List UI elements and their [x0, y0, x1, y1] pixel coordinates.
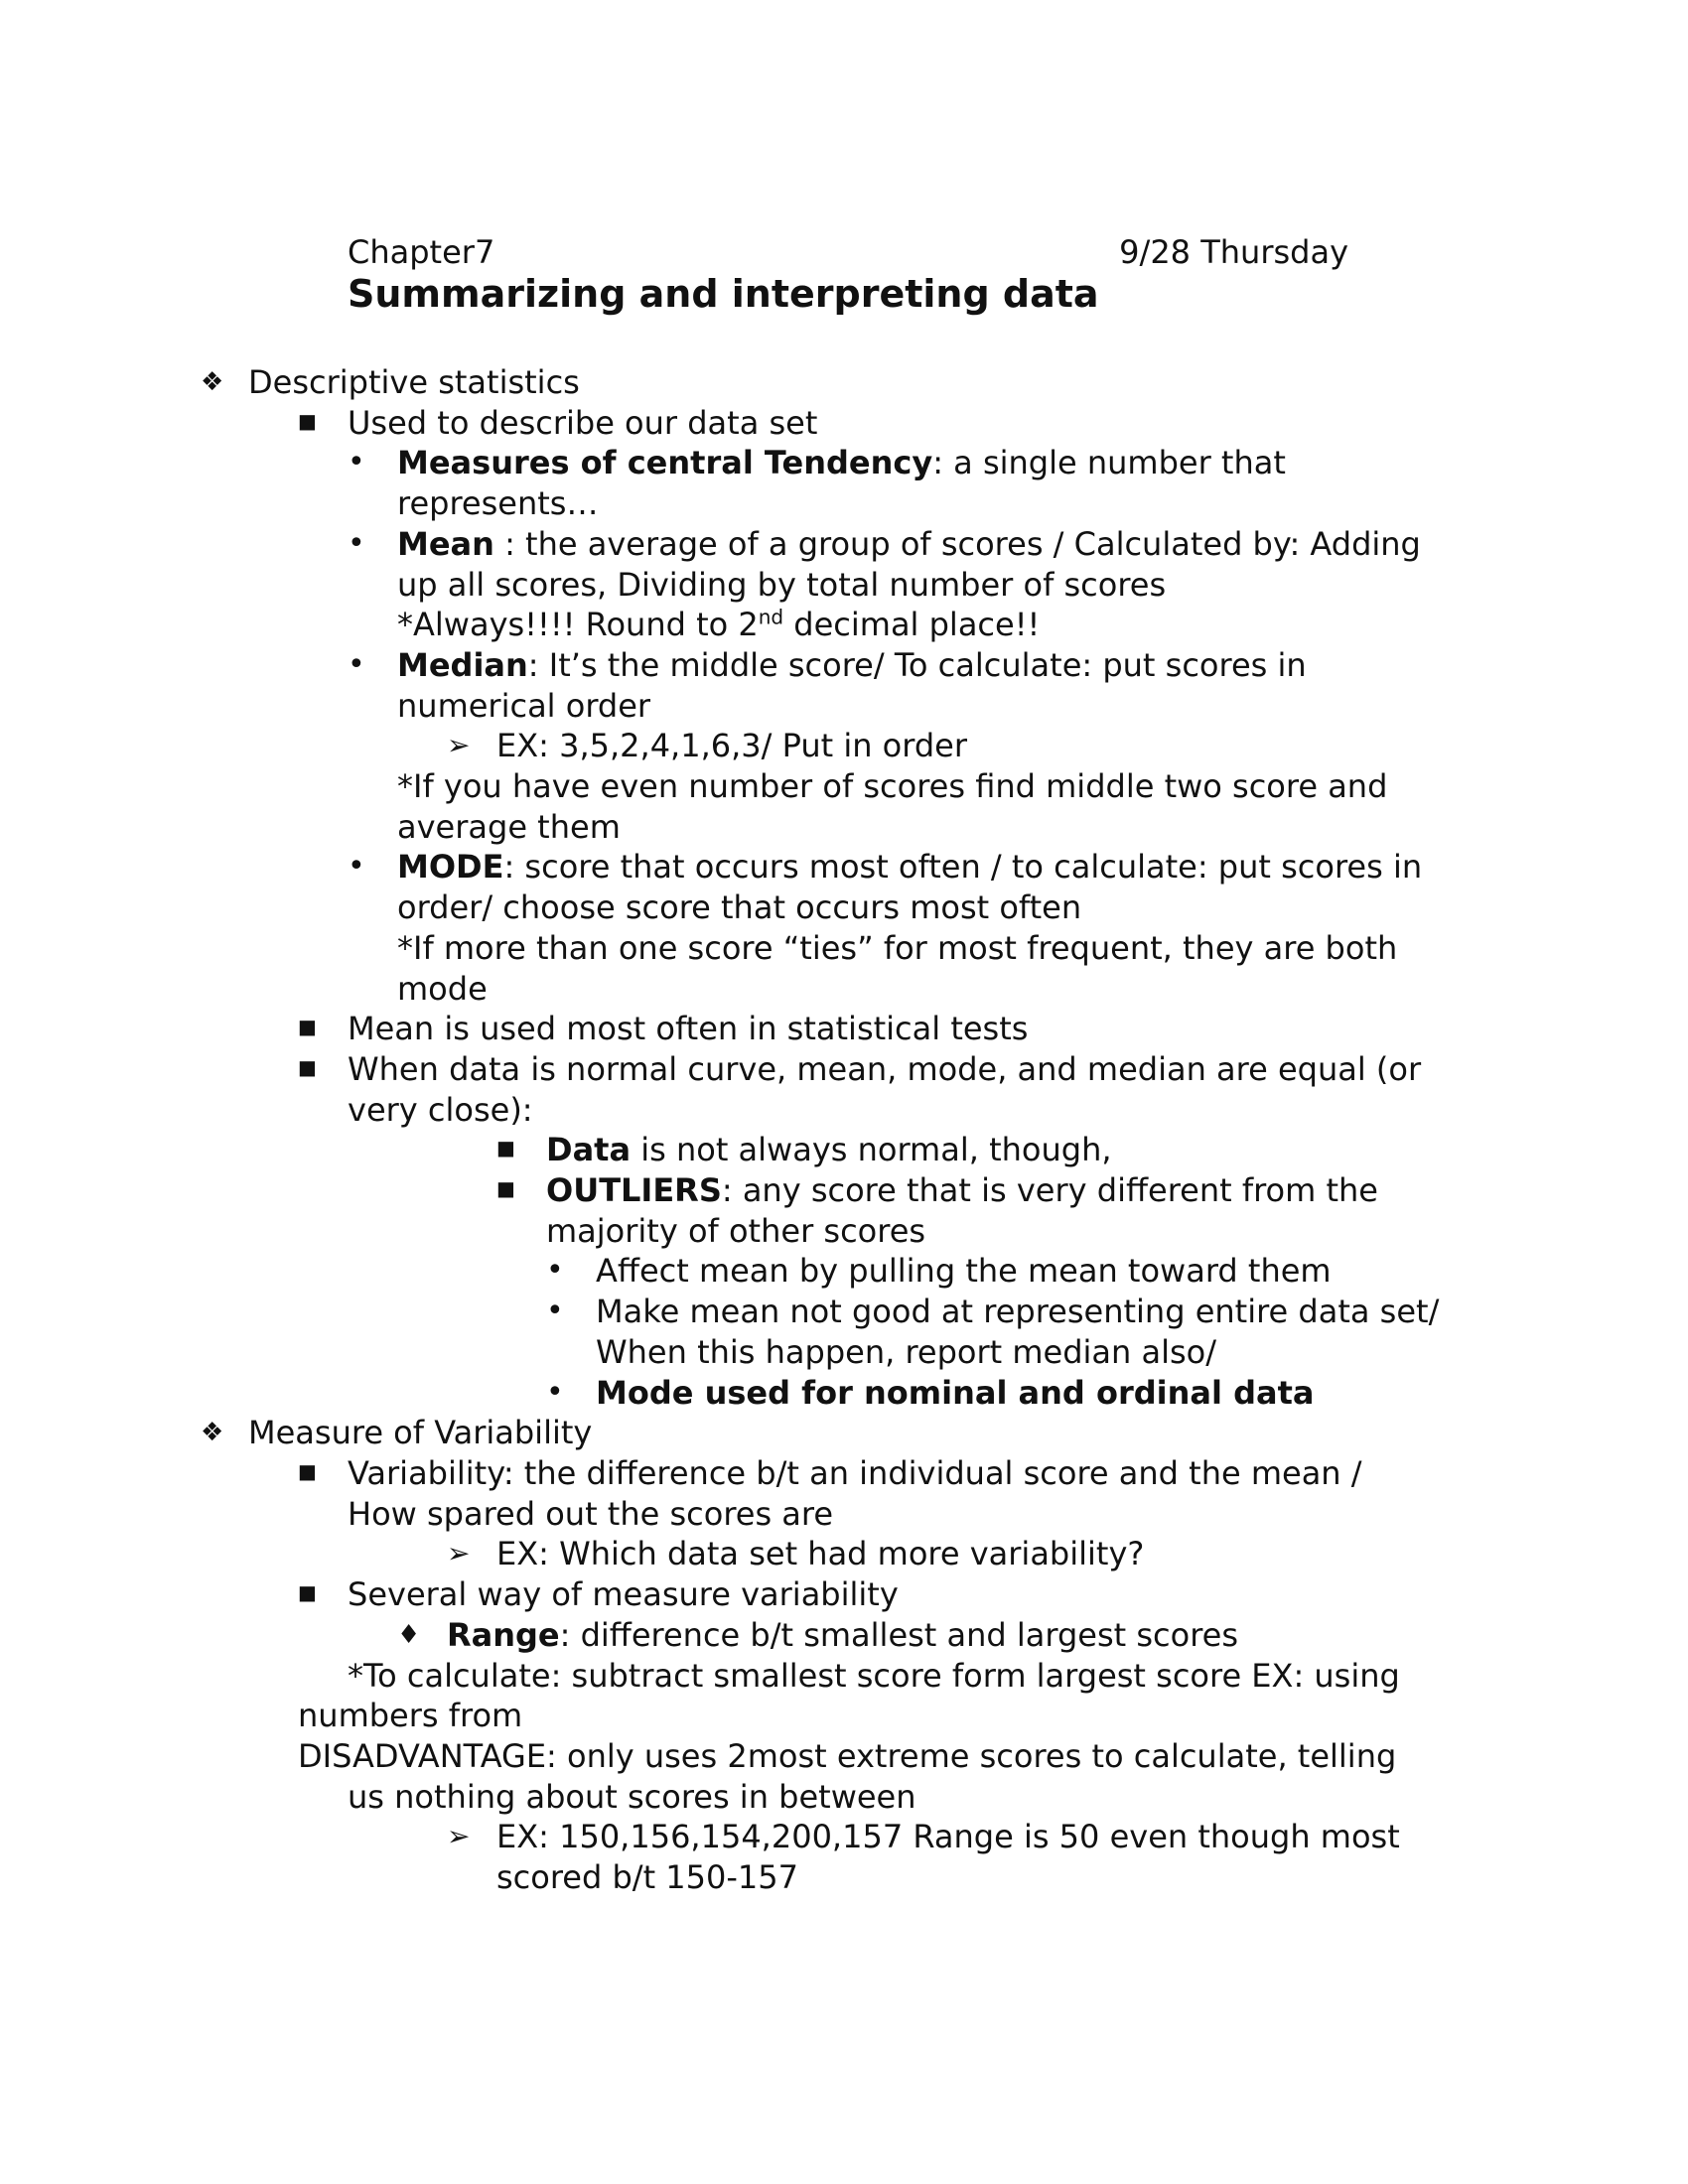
list-item-continuation — [0, 1211, 1688, 1252]
line-text: is not always normal, though, — [631, 1131, 1112, 1169]
round-bullet-icon: • — [348, 646, 365, 682]
square-bullet-icon: ■ — [298, 1580, 317, 1605]
term-outliers: OUTLIERS — [546, 1171, 722, 1210]
list-item-continuation — [0, 1090, 1688, 1131]
line-text: : the average of a group of scores / Calculated by: Adding — [493, 524, 1421, 563]
line-text: When data is normal curve, mean, mode, and median are equal (or — [348, 1049, 1422, 1088]
line-text: Make mean not good at representing entire data set/ — [596, 1293, 1440, 1331]
line-text: : difference b/t smallest and largest scores — [559, 1615, 1239, 1654]
round-bullet-icon: • — [546, 1294, 564, 1329]
list-item — [0, 1009, 1688, 1049]
line-text: represents… — [397, 484, 599, 523]
diamond-bullet-icon: ❖ — [201, 367, 224, 397]
arrow-bullet-icon: ➢ — [447, 729, 471, 762]
list-item — [0, 362, 1688, 403]
list-item — [0, 524, 1688, 565]
superscript-text: nd — [758, 605, 784, 629]
square-bullet-icon: ■ — [298, 408, 317, 433]
list-item-continuation — [0, 1777, 1688, 1818]
list-item — [0, 726, 1688, 766]
round-bullet-icon: • — [546, 1374, 564, 1410]
list-item — [0, 1170, 1688, 1211]
term-measures-central-tendency: Measures of central Tendency — [397, 444, 933, 482]
list-item-continuation — [0, 483, 1688, 524]
line-text: us nothing about scores in between — [348, 1777, 916, 1816]
line-text: mode — [397, 969, 488, 1008]
term-mean: Mean — [397, 524, 494, 563]
list-item — [0, 403, 1688, 444]
list-item — [0, 1049, 1688, 1090]
list-item — [0, 443, 1688, 483]
round-bullet-icon: • — [546, 1253, 564, 1289]
line-text: EX: Which data set had more variability? — [496, 1535, 1145, 1573]
line-text: EX: 150,156,154,200,157 Range is 50 even though most — [496, 1818, 1400, 1856]
list-item — [0, 1413, 1688, 1453]
line-text: majority of other scores — [546, 1211, 926, 1250]
line-text: Measure of Variability — [248, 1414, 593, 1452]
list-item-continuation — [0, 1857, 1688, 1898]
line-text: Several way of measure variability — [348, 1575, 899, 1614]
line-text: average them — [397, 807, 621, 846]
small-diamond-bullet-icon: ♦ — [397, 1619, 421, 1650]
line-text: Used to describe our data set — [348, 403, 818, 442]
square-bullet-icon: ■ — [298, 1054, 317, 1079]
line-text: up all scores, Dividing by total number of scores — [397, 565, 1167, 604]
list-item — [0, 1453, 1688, 1494]
line-text: How spared out the scores are — [348, 1494, 834, 1533]
term-mode: MODE — [397, 848, 504, 887]
line-text: : a single number that — [932, 444, 1286, 482]
list-item-continuation — [0, 766, 1688, 807]
list-item — [0, 1615, 1688, 1656]
list-item-continuation — [0, 887, 1688, 928]
list-item — [0, 1574, 1688, 1615]
line-text: : It’s the middle score/ To calculate: put scores in — [527, 645, 1307, 684]
notes-body — [0, 362, 1688, 1898]
term-median: Median — [397, 645, 528, 684]
round-bullet-icon: • — [348, 525, 365, 561]
round-bullet-icon: • — [348, 445, 365, 480]
line-text: *If more than one score “ties” for most frequent, they are both — [397, 928, 1398, 967]
line-text: very close): — [348, 1090, 533, 1129]
line-text: DISADVANTAGE: only uses 2most extreme scores to calculate, telling — [298, 1736, 1397, 1775]
line-text: *Always!!!! Round to 2 — [397, 606, 759, 644]
list-item — [0, 847, 1688, 887]
page-title: Summarizing and interpreting data — [348, 272, 1099, 316]
list-item — [0, 1251, 1688, 1292]
line-text: Mean is used most often in statistical tests — [348, 1010, 1029, 1048]
list-item — [0, 1373, 1688, 1414]
header-line — [348, 233, 1348, 275]
list-item-continuation — [0, 1736, 1688, 1777]
line-text: Descriptive statistics — [248, 363, 580, 401]
chapter-label: Chapter7 — [348, 233, 495, 271]
line-text: decimal place!! — [783, 606, 1041, 644]
line-text: *If you have even number of scores find middle two score and — [397, 767, 1388, 806]
line-text: Mode used for nominal and ordinal data — [596, 1373, 1315, 1412]
line-text: numbers from — [298, 1697, 523, 1735]
line-text: : score that occurs most often / to calculate: put scores in — [503, 848, 1423, 887]
list-item-continuation — [0, 1696, 1688, 1736]
square-bullet-icon: ■ — [298, 1458, 317, 1483]
list-item-continuation — [0, 686, 1688, 727]
line-text: order/ choose score that occurs most often — [397, 888, 1082, 927]
list-item — [0, 1534, 1688, 1574]
diamond-bullet-icon: ❖ — [201, 1418, 224, 1448]
square-bullet-icon: ■ — [496, 1136, 515, 1160]
list-item-continuation — [0, 969, 1688, 1010]
square-bullet-icon: ■ — [496, 1176, 515, 1201]
term-range: Range — [447, 1615, 560, 1654]
square-bullet-icon: ■ — [298, 1015, 317, 1039]
list-item-continuation — [0, 1656, 1688, 1697]
round-bullet-icon: • — [348, 849, 365, 885]
line-text: EX: 3,5,2,4,1,6,3/ Put in order — [496, 727, 967, 765]
list-item-continuation — [0, 1332, 1688, 1373]
line-text: Variability: the difference b/t an individual score and the mean / — [348, 1453, 1362, 1492]
list-item-continuation — [0, 928, 1688, 969]
list-item — [0, 1130, 1688, 1170]
list-item-continuation — [0, 1494, 1688, 1535]
line-text: *To calculate: subtract smallest score form largest score EX: using — [348, 1656, 1400, 1695]
list-item-continuation — [0, 565, 1688, 606]
line-text: Affect mean by pulling the mean toward them — [596, 1252, 1332, 1291]
list-item — [0, 1292, 1688, 1332]
list-item-continuation — [0, 605, 1688, 645]
arrow-bullet-icon: ➢ — [447, 1537, 471, 1570]
list-item — [0, 645, 1688, 686]
list-item-continuation — [0, 807, 1688, 848]
line-text: numerical order — [397, 686, 651, 725]
line-text: scored b/t 150-157 — [496, 1858, 798, 1897]
date-label: 9/28 Thursday — [1119, 233, 1348, 271]
list-item — [0, 1817, 1688, 1857]
term-data: Data — [546, 1131, 632, 1169]
line-text: : any score that is very different from the — [721, 1171, 1378, 1210]
line-text: When this happen, report median also/ — [596, 1332, 1217, 1371]
arrow-bullet-icon: ➢ — [447, 1820, 471, 1853]
